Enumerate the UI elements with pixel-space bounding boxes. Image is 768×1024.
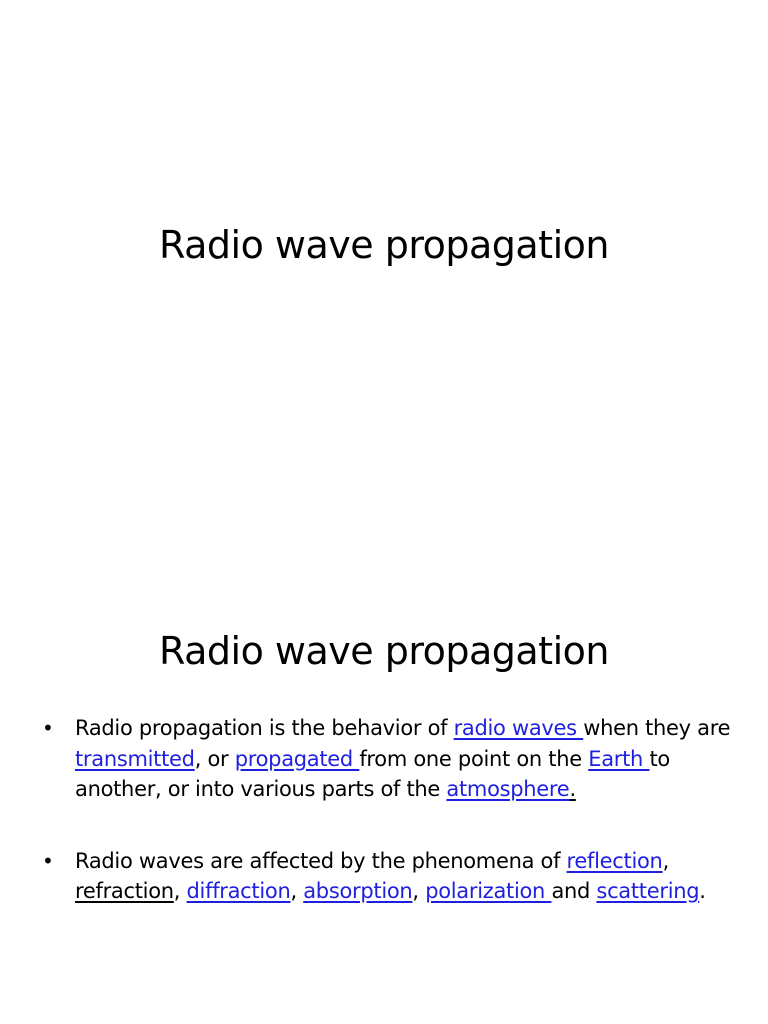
- link-earth[interactable]: Earth: [588, 746, 650, 771]
- link-absorption[interactable]: absorption: [303, 879, 413, 903]
- link-refraction[interactable]: refraction: [75, 879, 174, 903]
- bullet-text: when they are: [583, 716, 731, 740]
- bullet-item-propagation: [42, 713, 742, 805]
- bullet-text: Radio propagation is the behavior of: [75, 716, 454, 740]
- bullet-text: and: [551, 879, 597, 903]
- slide-1-title: Radio wave propagation: [159, 223, 609, 267]
- bullet-text: ,: [662, 848, 669, 873]
- bullet-icon: •: [42, 848, 54, 873]
- bullet-text: Radio waves are affected by the phenomena of: [75, 848, 567, 873]
- bullet-text: ,: [412, 879, 426, 903]
- slide-2-title: Radio wave propagation: [159, 629, 609, 673]
- bullet-text: from one point on the: [359, 746, 589, 771]
- link-radio-waves[interactable]: radio waves: [453, 716, 584, 740]
- bullet-icon: •: [42, 716, 54, 740]
- bullet-text: ,: [173, 879, 187, 903]
- link-atmosphere[interactable]: atmosphere: [446, 777, 570, 801]
- link-transmitted[interactable]: transmitted: [75, 746, 195, 771]
- bullet-text: , or: [194, 746, 235, 771]
- bullet-text: to another, or into various parts of the: [75, 746, 670, 801]
- bullet-list: [42, 713, 742, 948]
- bullet-text: .: [699, 879, 706, 903]
- slide-2: [0, 512, 768, 1024]
- link-reflection[interactable]: reflection: [566, 848, 663, 873]
- link-polarization[interactable]: polarization: [425, 879, 552, 903]
- link-propagated[interactable]: propagated: [234, 746, 360, 771]
- link-scattering[interactable]: scattering: [596, 879, 700, 903]
- bullet-text: ,: [290, 879, 304, 903]
- link-diffraction[interactable]: diffraction: [186, 879, 291, 903]
- bullet-text: .: [569, 777, 576, 801]
- bullet-item-phenomena: [42, 846, 742, 907]
